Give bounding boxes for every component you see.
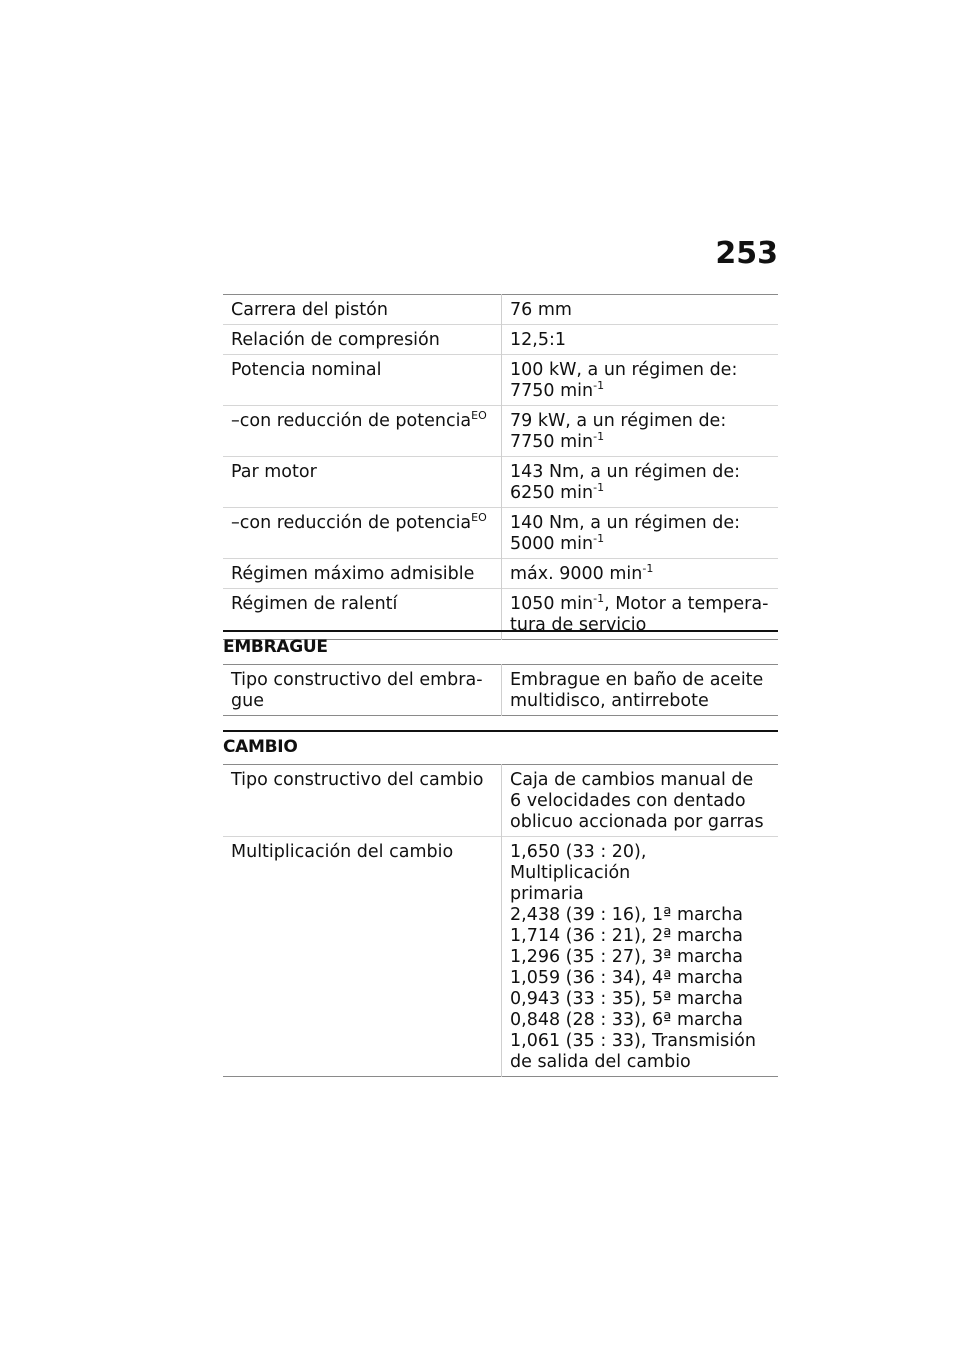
spec-label: Par motor: [223, 457, 502, 508]
value-line: 7750 $\min^{-1}$: [510, 430, 605, 452]
value-line: 140 Nm, a un régimen de:: [510, 513, 741, 533]
section-heading-gearbox: CAMBIO: [223, 730, 778, 757]
table-row: [223, 295, 778, 325]
table-row: [223, 765, 778, 837]
label-line: Tipo constructivo del embra-: [231, 670, 483, 690]
spec-label: Multiplicación del cambio: [223, 837, 502, 1077]
value-line: 2,438 (39 : 16), 1ª marcha: [510, 905, 743, 925]
table-row: [223, 665, 778, 716]
spec-value: [502, 765, 779, 837]
value-line: 1,059 (36 : 34), 4ª marcha: [510, 968, 743, 988]
spec-value: [502, 406, 779, 457]
table-row: [223, 325, 778, 355]
page-number: 253: [715, 236, 778, 271]
spec-label: –con reducción de potencia$^{EO}$: [223, 508, 502, 559]
value-line: 100 kW, a un régimen de:: [510, 360, 738, 380]
spec-label: –con reducción de potencia$^{EO}$: [223, 406, 502, 457]
spec-label: Relación de compresión: [223, 325, 502, 355]
value-line: 0,848 (28 : 33), 6ª marcha: [510, 1010, 743, 1030]
spec-value: 76 mm: [510, 300, 572, 320]
value-line: 7750 $\min^{-1}$: [510, 379, 605, 401]
value-line: primaria: [510, 884, 584, 904]
spec-label: Tipo constructivo del cambio: [223, 765, 502, 837]
value-line: oblicuo accionada por garras: [510, 812, 764, 832]
spec-label: Régimen máximo admisible: [223, 559, 502, 589]
spec-value: [502, 457, 779, 508]
table-row: [223, 837, 778, 1077]
label-line: gue: [231, 691, 264, 711]
clutch-spec-table: [223, 664, 778, 716]
spec-value: máx. 9000 $\min^{-1}$: [510, 562, 654, 584]
value-line: 5000 $\min^{-1}$: [510, 532, 605, 554]
value-line: Embrague en baño de aceite: [510, 670, 764, 690]
value-line: de salida del cambio: [510, 1052, 691, 1072]
value-line: tura de servicio: [510, 615, 647, 635]
value-line: 143 Nm, a un régimen de:: [510, 462, 741, 482]
spec-value: [502, 508, 779, 559]
section-heading-clutch: EMBRAGUE: [223, 630, 778, 657]
spec-label: Potencia nominal: [223, 355, 502, 406]
spec-value: [502, 355, 779, 406]
engine-spec-table: [223, 294, 778, 640]
gearbox-spec-table: [223, 764, 778, 1077]
value-line: 6 velocidades con dentado: [510, 791, 746, 811]
spec-value: 12,5:1: [510, 330, 566, 350]
spec-label: Carrera del pistón: [223, 295, 502, 325]
table-row: [223, 406, 778, 457]
spec-label: [223, 665, 502, 716]
value-line: 0,943 (33 : 35), 5ª marcha: [510, 989, 743, 1009]
table-row: [223, 559, 778, 589]
value-line: 1050 $\min^{-1}$, Motor a tempera-: [510, 592, 769, 614]
value-line: 6250 $\min^{-1}$: [510, 481, 605, 503]
table-row: [223, 457, 778, 508]
spec-value: [502, 665, 779, 716]
value-line: Caja de cambios manual de: [510, 770, 754, 790]
value-line: 1,296 (35 : 27), 3ª marcha: [510, 947, 743, 967]
table-row: [223, 508, 778, 559]
value-line: 79 kW, a un régimen de:: [510, 411, 727, 431]
value-line: 1,714 (36 : 21), 2ª marcha: [510, 926, 743, 946]
spec-value: [502, 837, 779, 1077]
value-line: 1,650 (33 : 20), Multiplicación: [510, 842, 647, 883]
value-line: 1,061 (35 : 33), Transmisión: [510, 1031, 756, 1051]
value-line: multidisco, antirrebote: [510, 691, 709, 711]
table-row: [223, 355, 778, 406]
spec-label: Régimen de ralentí: [223, 589, 502, 640]
